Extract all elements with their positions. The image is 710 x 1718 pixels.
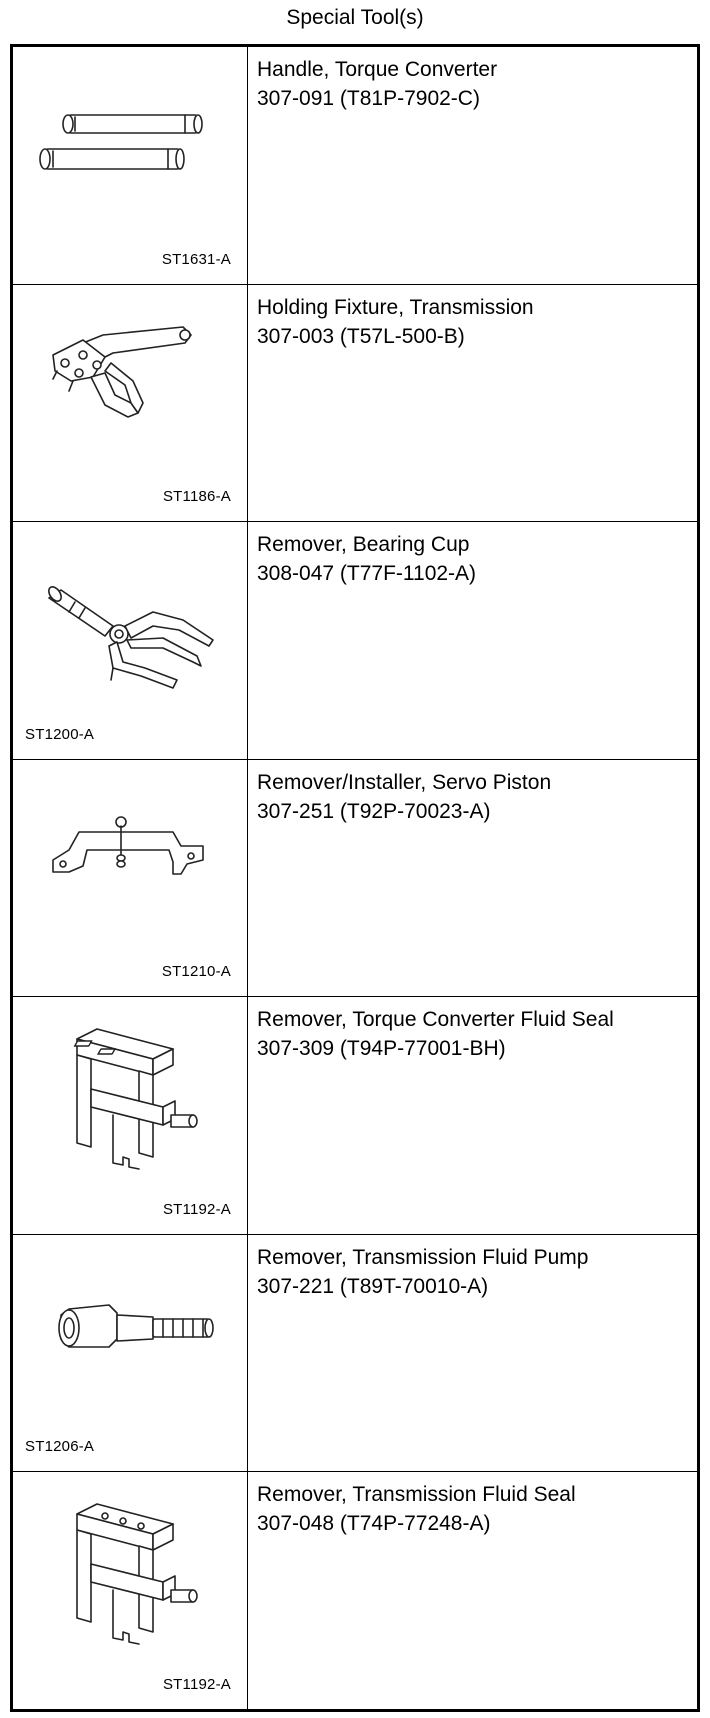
tool-illustration-cell (13, 522, 248, 759)
tool-name: Remover, Transmission Fluid Seal (257, 1483, 576, 1507)
tool-name: Remover, Transmission Fluid Pump (257, 1245, 589, 1269)
tool-description (248, 522, 697, 759)
tool-name: Remover/Installer, Servo Piston (257, 770, 552, 794)
tool-number: 307-003 (T57L-500-B) (257, 324, 465, 348)
tool-description (248, 1235, 697, 1472)
holding-fixture-icon (13, 285, 248, 485)
bearing-cup-remover-icon (13, 522, 248, 722)
tool-number: 307-091 (T81P-7902-C) (257, 87, 480, 110)
tool-number: 307-221 (T89T-70010-A) (257, 1274, 489, 1298)
page-title: Special Tool(s) (286, 6, 424, 29)
tool-code: ST1210-A (161, 963, 231, 981)
tool-description (248, 997, 697, 1234)
tool-code: ST1192-A (162, 1200, 231, 1218)
table-row (13, 47, 697, 284)
seal-remover-icon (13, 1472, 248, 1672)
tool-name: Handle, Torque Converter (257, 58, 498, 81)
tool-name: Remover, Torque Converter Fluid Seal (257, 1008, 614, 1032)
table-row (13, 521, 697, 759)
table-row (13, 284, 697, 522)
table-row (13, 1234, 697, 1472)
tool-number: 307-048 (T74P-77248-A) (257, 1512, 491, 1536)
tool-illustration-cell (13, 1472, 248, 1709)
tool-illustration-cell (13, 285, 248, 522)
special-tools-table (10, 44, 700, 1712)
tool-number: 307-251 (T92P-70023-A) (257, 799, 491, 823)
tool-description (248, 285, 697, 522)
tool-code: ST1186-A (162, 488, 231, 506)
tool-code: ST1200-A (25, 725, 95, 743)
table-row (13, 996, 697, 1234)
tool-name: Holding Fixture, Transmission (257, 295, 534, 319)
seal-remover-icon (13, 997, 248, 1197)
tool-number: 307-309 (T94P-77001-BH) (257, 1037, 506, 1061)
tool-description (248, 760, 697, 997)
tool-illustration-cell (13, 760, 248, 997)
tool-name: Remover, Bearing Cup (257, 533, 470, 557)
tool-illustration-cell (13, 1235, 248, 1472)
servo-piston-tool-icon (13, 760, 248, 960)
tool-illustration-cell (13, 47, 248, 284)
tool-description (248, 1472, 697, 1709)
tool-description (248, 47, 697, 284)
handle-bars-icon (13, 47, 248, 247)
tool-illustration-cell (13, 997, 248, 1234)
tool-number: 308-047 (T77F-1102-A) (257, 562, 477, 586)
tool-code: ST1192-A (162, 1676, 231, 1694)
table-row (13, 1471, 697, 1709)
table-row (13, 759, 697, 997)
pump-remover-icon (13, 1235, 248, 1435)
tool-code: ST1631-A (161, 250, 231, 268)
tool-code: ST1206-A (25, 1438, 95, 1456)
